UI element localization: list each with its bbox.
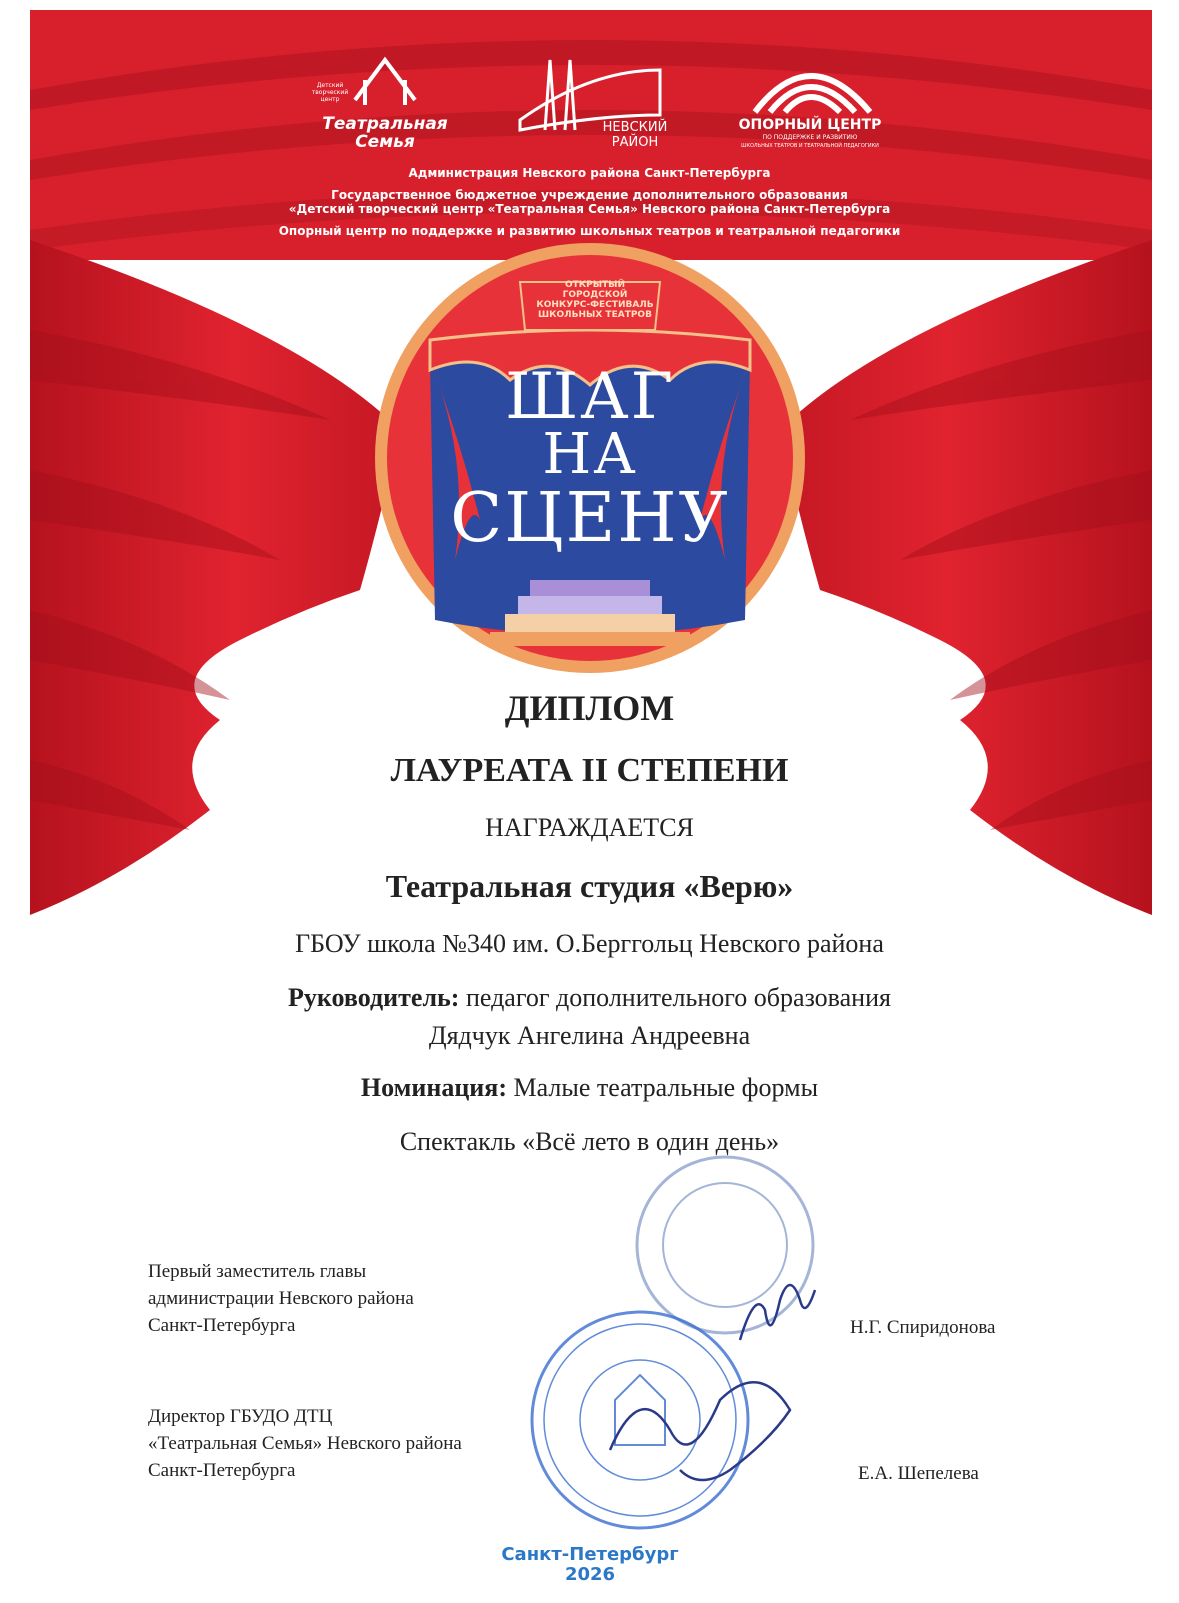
nomination-value: Малые театральные формы [507,1073,819,1102]
leader-line [0,982,1179,1014]
signatory-2-line2: «Театральная Семья» Невского района [148,1433,462,1454]
signatory-1-position [148,1258,568,1339]
awarded-label: НАГРАЖДАЕТСЯ [485,813,694,842]
signatory-1-name: Н.Г. Спиридонова [850,1317,996,1338]
badge-word-scenu: СЦЕНУ [450,479,730,558]
footer-year: 2026 [564,1564,616,1585]
badge-word-na: НА [542,422,638,487]
opora-center-sub1: ПО ПОДДЕРЖКЕ И РАЗВИТИЮ [762,134,858,141]
header-support-center: Опорный центр по поддержке и развитию школьных театров и театральной педагогики [278,224,901,238]
badge-line-4: ШКОЛЬНЫХ ТЕАТРОВ [538,310,652,320]
signature-spiridonova [740,1285,815,1340]
signatory-2-name: Е.А. Шепелева [858,1463,979,1484]
nevsky-logo-line1: НЕВСКИЙ [602,120,668,135]
opora-center-sub2: ШКОЛЬНЫХ ТЕАТРОВ И ТЕАТРАЛЬНОЙ ПЕДАГОГИКИ [741,143,879,149]
header-administration: Администрация Невского района Санкт-Петербурга [408,166,771,180]
signatory-1-line1: Первый заместитель главы [148,1261,367,1282]
official-stamp-top [637,1157,813,1333]
leader-label: Руководитель: [288,983,460,1012]
signatory-1-line2: администрации Невского района [148,1288,414,1309]
signatory-1-line3: Санкт-Петербурга [148,1315,296,1336]
leader-role: педагог дополнительного образования [459,983,891,1012]
signature-shepeleva [610,1382,790,1480]
signatory-2-line3: Санкт-Петербурга [148,1460,296,1481]
dtc-logo-line2: Семья [355,132,415,152]
opora-center-logo-text [720,117,900,151]
footer-city: Санкт-Петербург [501,1544,679,1565]
badge-word-shag: ШАГ [505,360,675,434]
header-institution-name: «Детский творческий центр «Театральная Семья» Невского района Санкт-Петербурга [288,202,891,216]
nevsky-logo-line2: РАЙОН [611,135,659,150]
school-name: ГБОУ школа №340 им. О.Берггольц Невского района [295,929,884,958]
signatory-2-position [148,1403,568,1484]
diploma-title: ДИПЛОМ [504,688,675,728]
badge-line-2: ГОРОДСКОЙ [562,290,628,300]
dtc-logo-small: Детский творческий центр [311,82,349,103]
leader-name: Дядчук Ангелина Андреевна [428,1021,751,1050]
performance-title: Спектакль «Всё лето в один день» [399,1127,780,1156]
dtc-logo-line1: Театральная [322,114,448,134]
badge-line-1: ОТКРЫТЫЙ [564,280,626,290]
header-institution: Государственное бюджетное учреждение дополнительного образования [331,188,848,202]
diploma-degree: ЛАУРЕАТА II СТЕПЕНИ [390,752,789,789]
recipient-name: Театральная студия «Верю» [385,868,794,904]
dtc-logo-name [305,115,465,151]
nomination-line [0,1072,1179,1104]
opora-center-title: ОПОРНЫЙ ЦЕНТР [738,117,882,133]
signatory-2-line1: Директор ГБУДО ДТЦ [148,1406,333,1427]
badge-line-3: КОНКУРС-ФЕСТИВАЛЬ [536,300,654,310]
nomination-label: Номинация: [360,1073,508,1102]
nevsky-logo-text [590,120,680,150]
